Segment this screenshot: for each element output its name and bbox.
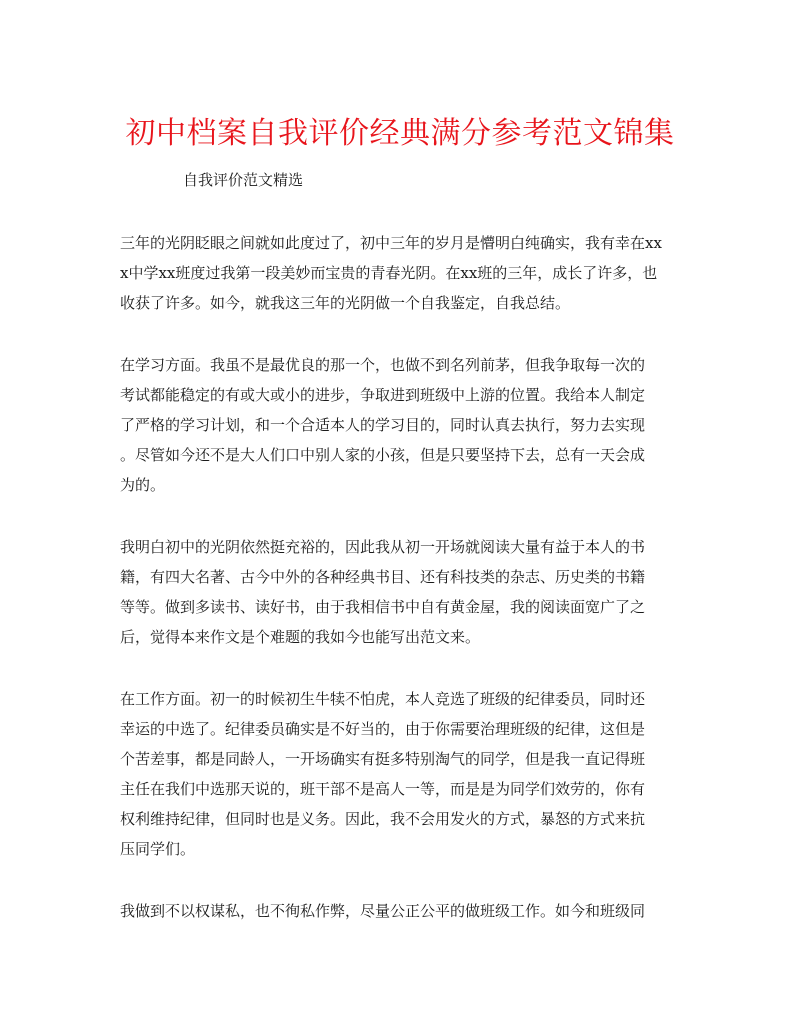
text-line: 主任在我们中选那天说的，班干部不是高人一等，而是是为同学们效劳的，你有 [120,780,646,798]
text-line: 为的。 [120,476,166,494]
text-line: 收获了许多。如今，就我这三年的光阴做一个自我鉴定，自我总结。 [120,294,571,312]
document-title: 初中档案自我评价经典满分参考范文锦集 [125,116,675,151]
text-line: 个苦差事，都是同龄人，一开场确实有挺多特别淘气的同学，但是我一直记得班 [120,750,646,768]
document-subtitle: 自我评价范文精选 [183,171,304,189]
text-line: 考试都能稳定的有或大或小的进步，争取进到班级中上游的位置。我给本人制定 [120,386,646,404]
paragraph-3 [120,532,688,652]
text-line: 在学习方面。我虽不是最优良的那一个，也做不到名列前茅，但我争取每一次的 [120,356,646,374]
text-line: 籍，有四大名著、古今中外的各种经典书目、还有科技类的杂志、历史类的书籍 [120,568,646,586]
text-line: 我做到不以权谋私，也不徇私作弊，尽量公正公平的做班级工作。如今和班级同 [120,902,646,920]
paragraph-5 [120,896,688,926]
paragraph-4 [120,684,688,864]
text-line: 等等。做到多读书、读好书，由于我相信书中自有黄金屋，我的阅读面宽广了之 [120,598,646,616]
paragraph-2 [120,350,688,500]
text-line: x中学xx班度过我第一段美妙而宝贵的青春光阴。在xx班的三年，成长了许多，也 [120,264,658,282]
text-line: 后，觉得本来作文是个难题的我如今也能写出范文来。 [120,628,481,646]
paragraph-1 [120,228,688,318]
text-line: 幸运的中选了。纪律委员确实是不好当的，由于你需要治理班级的纪律，这但是 [120,720,646,738]
text-line: 我明白初中的光阴依然挺充裕的，因此我从初一开场就阅读大量有益于本人的书 [120,538,646,556]
text-line: 三年的光阴眨眼之间就如此度过了，初中三年的岁月是懵明白纯确实，我有幸在xx [120,234,662,252]
text-line: 了严格的学习计划，和一个合适本人的学习目的，同时认真去执行，努力去实现 [120,416,646,434]
text-line: 权利维持纪律，但同时也是义务。因此，我不会用发火的方式，暴怒的方式来抗 [120,810,646,828]
text-line: 在工作方面。初一的时候初生牛犊不怕虎，本人竞选了班级的纪律委员，同时还 [120,690,646,708]
text-line: 压同学们。 [120,840,196,858]
text-line: 。尽管如今还不是大人们口中别人家的小孩，但是只要坚持下去，总有一天会成 [120,446,646,464]
document-body [120,228,688,926]
